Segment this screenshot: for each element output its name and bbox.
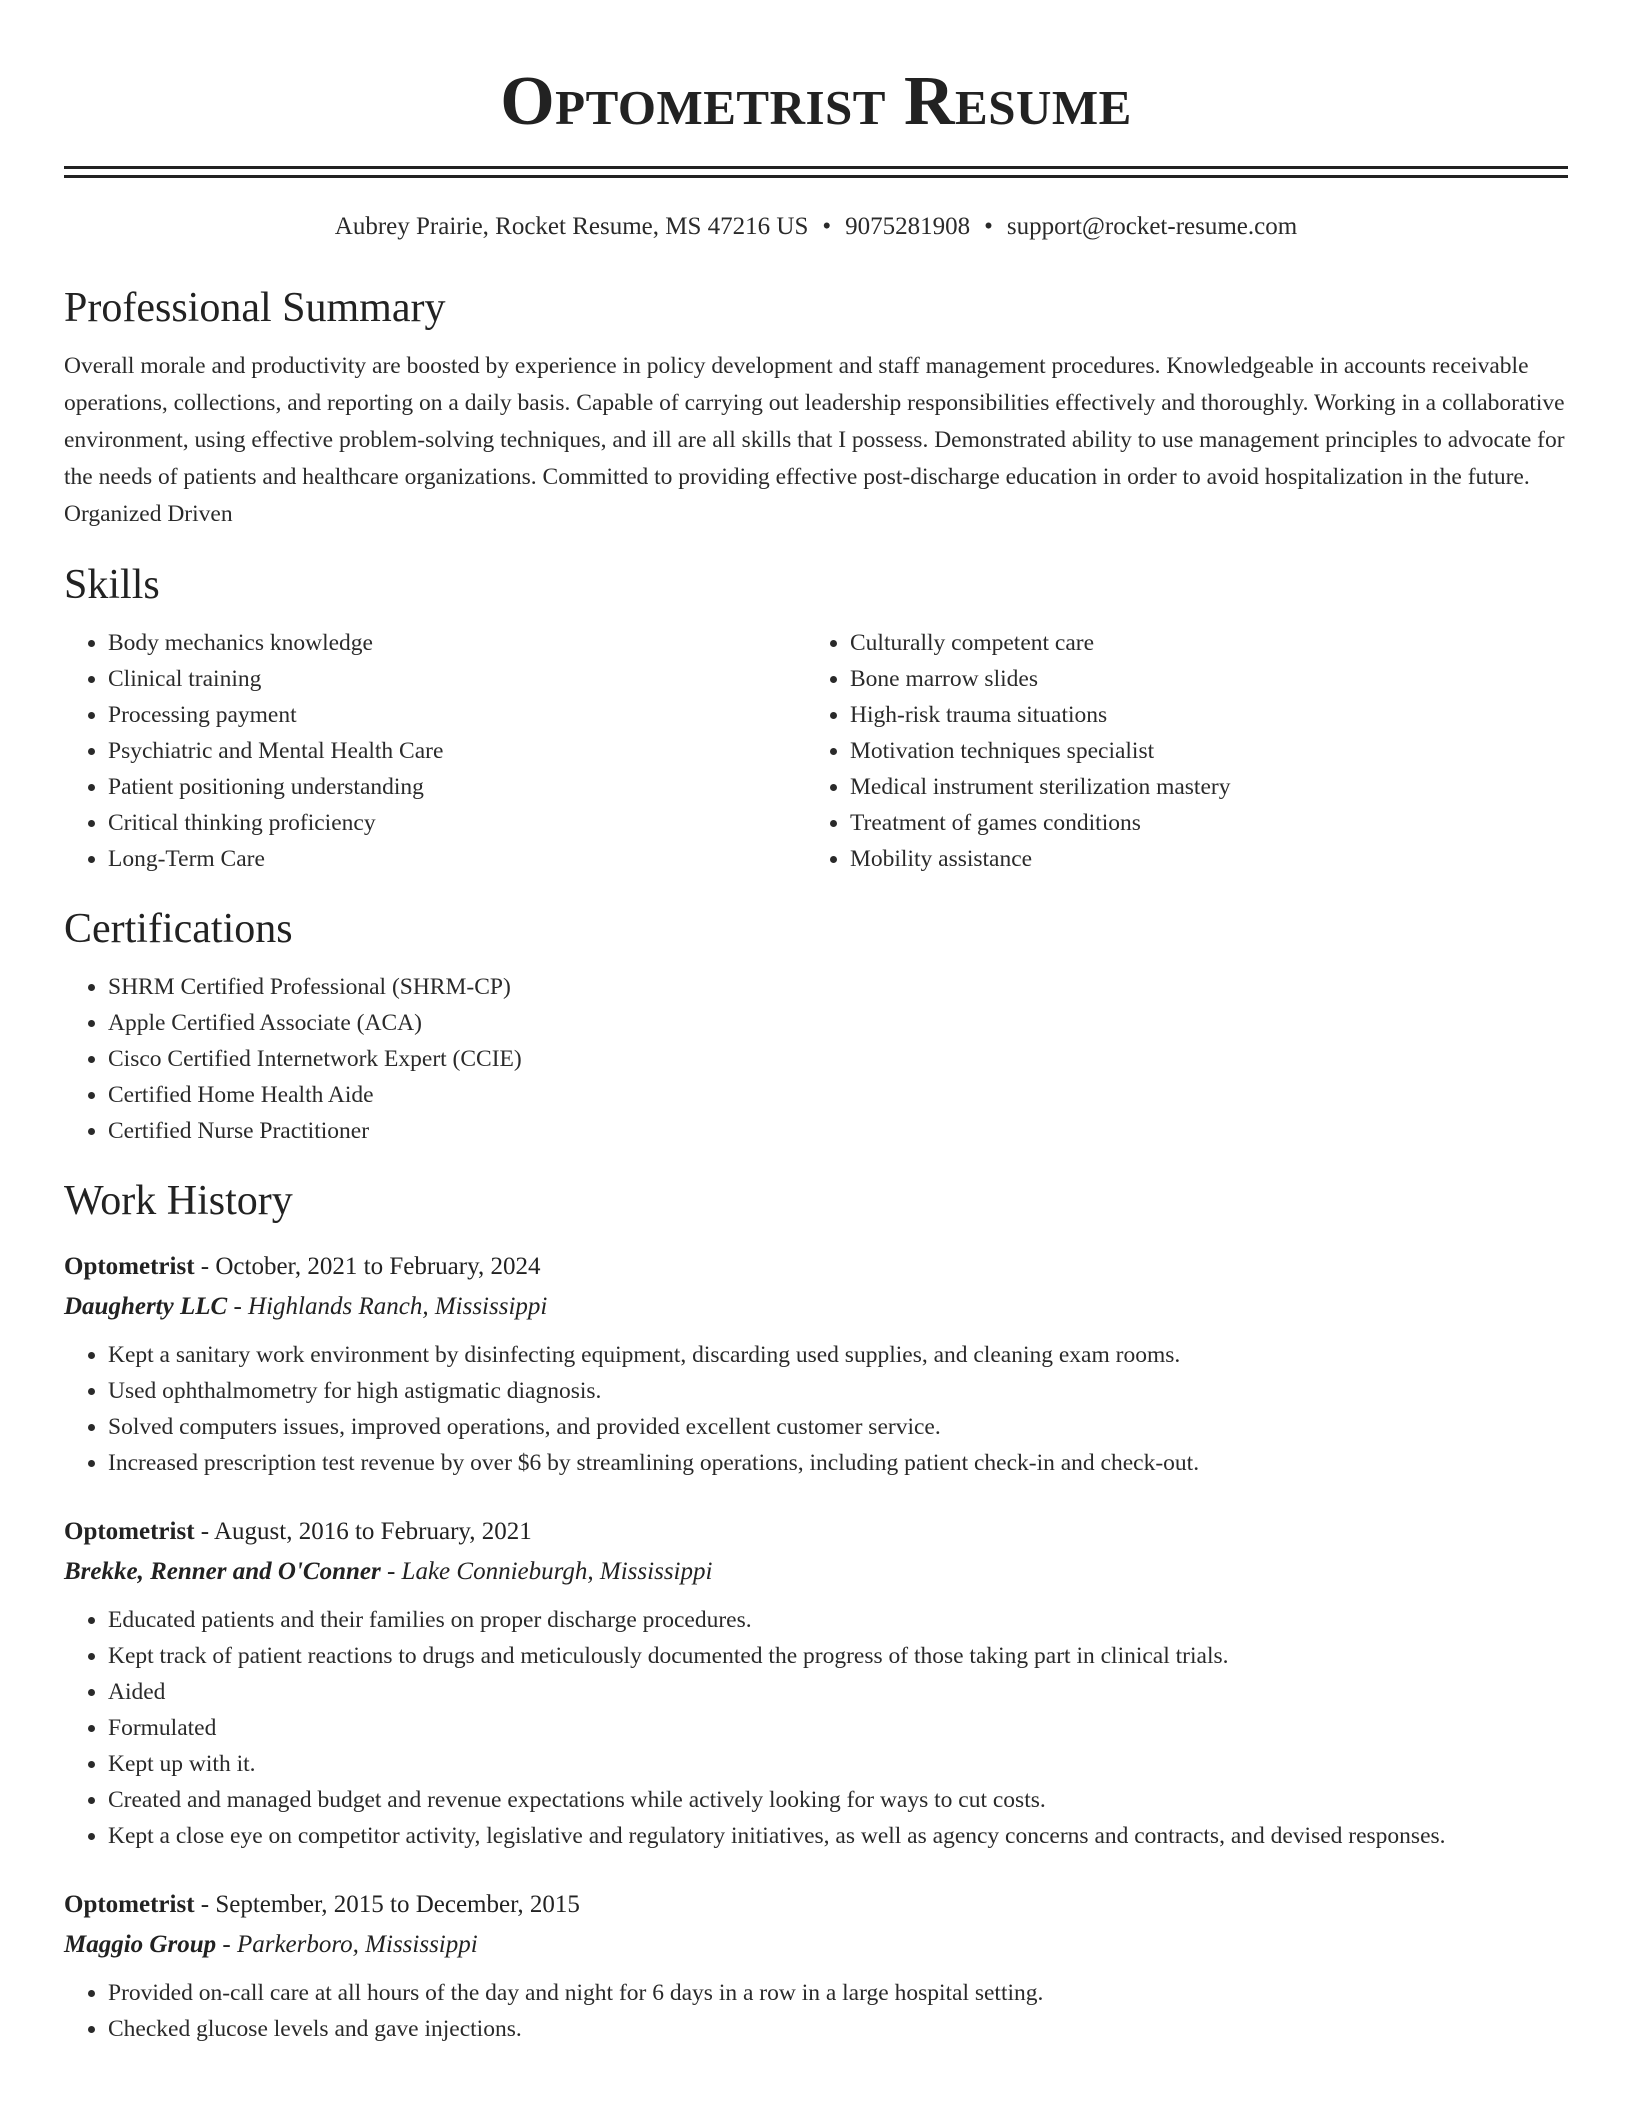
skill-item: • Body mechanics knowledge <box>108 625 806 661</box>
job-company-line <box>64 1552 1568 1592</box>
title-divider-bottom <box>64 175 1568 178</box>
job-title-line <box>64 1512 1568 1552</box>
summary-section <box>64 282 1568 533</box>
job-bullets <box>64 1337 1568 1481</box>
job-dash: - <box>194 1253 216 1280</box>
job-entry <box>64 1247 1568 1481</box>
skills-list-right <box>806 625 1548 877</box>
skill-item: • Motivation techniques specialist <box>850 733 1548 769</box>
skills-column-right <box>806 625 1548 877</box>
job-role: Optometrist <box>64 1518 195 1545</box>
job-company: Daugherty LLC <box>64 1293 228 1320</box>
work-history-section <box>64 1175 1568 2047</box>
job-bullet: • Kept a close eye on competitor activity, legislative and regulatory initiatives, as well as agency concerns and contracts, and devised responses. <box>108 1818 1568 1854</box>
job-bullet: • Aided <box>108 1674 1568 1710</box>
skills-heading: Skills <box>64 562 160 608</box>
job-bullet: • Solved computers issues, improved operations, and provided excellent customer service. <box>108 1409 1568 1445</box>
skill-item: • Patient positioning understanding <box>108 769 806 805</box>
contact-email: support@rocket-resume.com <box>1006 213 1298 240</box>
skill-item: • Medical instrument sterilization mastery <box>850 769 1548 805</box>
skills-column-left <box>64 625 806 877</box>
skill-item: • Critical thinking proficiency <box>108 805 806 841</box>
skill-item: • Bone marrow slides <box>850 661 1548 697</box>
certification-item: • SHRM Certified Professional (SHRM-CP) <box>108 969 1568 1005</box>
job-company-line <box>64 1925 1568 1965</box>
job-location: Highlands Ranch, Mississippi <box>248 1293 548 1320</box>
job-role: Optometrist <box>64 1891 195 1918</box>
certification-item: • Apple Certified Associate (ACA) <box>108 1005 1568 1041</box>
job-bullets <box>64 1975 1568 2047</box>
work-history-heading: Work History <box>64 1178 293 1224</box>
resume-title: Optometrist Resume <box>500 63 1132 140</box>
contact-address: Aubrey Prairie, Rocket Resume, MS 47216 US <box>334 213 809 240</box>
job-bullet: • Created and managed budget and revenue expectations while actively looking for ways to cut costs. <box>108 1782 1568 1818</box>
summary-heading: Professional Summary <box>64 285 446 331</box>
job-location: Lake Connieburgh, Mississippi <box>401 1558 713 1585</box>
job-entry <box>64 1885 1568 2047</box>
skills-section <box>64 559 1568 877</box>
skill-item: • Mobility assistance <box>850 841 1548 877</box>
job-dash: - <box>380 1558 402 1585</box>
job-dates: August, 2016 to February, 2021 <box>213 1518 532 1545</box>
job-title-line <box>64 1885 1568 1925</box>
job-bullet: • Checked glucose levels and gave injections. <box>108 2011 1568 2047</box>
resume-page <box>64 0 1568 2047</box>
job-bullet: • Kept a sanitary work environment by disinfecting equipment, discarding used supplies, and cleaning exam rooms. <box>108 1337 1568 1373</box>
job-title-line <box>64 1247 1568 1287</box>
job-company: Maggio Group <box>64 1931 217 1958</box>
job-dash: - <box>227 1293 249 1320</box>
job-bullet: • Educated patients and their families on proper discharge procedures. <box>108 1602 1568 1638</box>
certifications-heading: Certifications <box>64 906 293 952</box>
job-bullet: • Provided on-call care at all hours of the day and night for 6 days in a row in a large hospital setting. <box>108 1975 1568 2011</box>
summary-text: Overall morale and productivity are boosted by experience in policy development and staff management procedures. Knowledgeable in accounts receivable operations, collections, and reporting on a daily basis. Capable of carrying out leadership responsibilities effectively and thoroughly. Working in a collaborative environment, using effective problem-solving techniques, and ill are all skills that I possess. Demonstrated ability to use management principles to advocate for the needs of patients and healthcare organizations. Committed to providing effective post-discharge education in order to avoid hospitalization in the future. Organized Driven <box>64 353 1565 527</box>
skill-item: • Clinical training <box>108 661 806 697</box>
job-bullets <box>64 1602 1568 1854</box>
certifications-section <box>64 903 1568 1149</box>
job-entry <box>64 1512 1568 1854</box>
skill-item: • Long-Term Care <box>108 841 806 877</box>
job-bullet: • Kept up with it. <box>108 1746 1568 1782</box>
contact-separator: • <box>984 213 993 240</box>
job-bullet: • Formulated <box>108 1710 1568 1746</box>
skill-item: • Psychiatric and Mental Health Care <box>108 733 806 769</box>
title-divider-top <box>64 166 1568 169</box>
contact-separator: • <box>822 213 832 240</box>
certification-item: • Certified Nurse Practitioner <box>108 1113 1568 1149</box>
job-role: Optometrist <box>64 1253 195 1280</box>
skills-list-left <box>64 625 806 877</box>
certifications-list <box>64 969 1568 1149</box>
skills-columns <box>64 625 1568 877</box>
job-dash: - <box>194 1891 216 1918</box>
certification-item: • Cisco Certified Internetwork Expert (CCIE) <box>108 1041 1568 1077</box>
skill-item: • Treatment of games conditions <box>850 805 1548 841</box>
contact-line <box>64 210 1568 244</box>
certification-item: • Certified Home Health Aide <box>108 1077 1568 1113</box>
job-dates: September, 2015 to December, 2015 <box>215 1891 580 1918</box>
job-dash: - <box>194 1518 214 1545</box>
job-dates: October, 2021 to February, 2024 <box>215 1253 541 1280</box>
contact-phone: 9075281908 <box>845 213 971 240</box>
skill-item: • Processing payment <box>108 697 806 733</box>
job-company: Brekke, Renner and O'Conner <box>64 1558 381 1585</box>
job-bullet: • Kept track of patient reactions to drugs and meticulously documented the progress of those taking part in clinical trials. <box>108 1638 1568 1674</box>
skill-item: • High-risk trauma situations <box>850 697 1548 733</box>
job-bullet: • Increased prescription test revenue by over $6 by streamlining operations, including patient check-in and check-out. <box>108 1445 1568 1481</box>
job-company-line <box>64 1287 1568 1327</box>
skill-item: • Culturally competent care <box>850 625 1548 661</box>
job-bullet: • Used ophthalmometry for high astigmatic diagnosis. <box>108 1373 1568 1409</box>
job-dash: - <box>216 1931 237 1958</box>
job-location: Parkerboro, Mississippi <box>236 1931 478 1958</box>
